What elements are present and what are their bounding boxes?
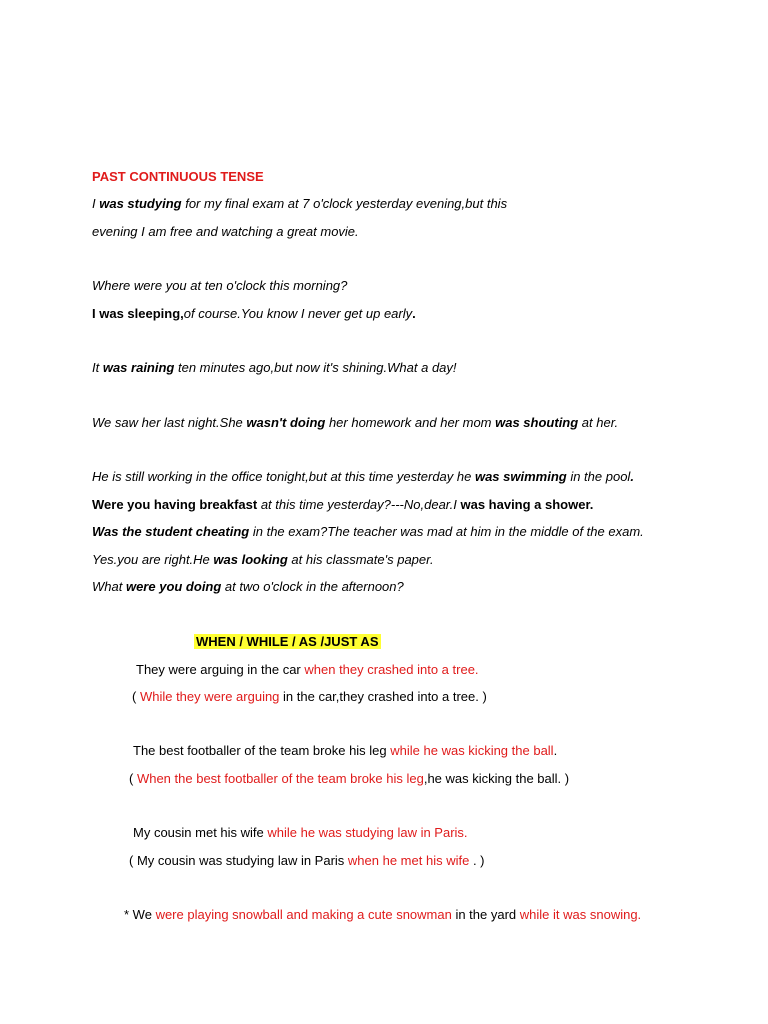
text: in the exam?The teacher was mad at him in the middle of the exam. bbox=[249, 524, 644, 539]
red-clause: While they were arguing bbox=[139, 689, 280, 704]
verb-phrase: was studying bbox=[99, 196, 182, 211]
text: ( bbox=[132, 689, 140, 704]
text: ( bbox=[129, 771, 137, 786]
sentence-cheating bbox=[92, 524, 644, 540]
sentence-answer bbox=[92, 306, 416, 322]
verb-phrase: was shouting bbox=[495, 415, 579, 430]
red-clause: when he met his wife bbox=[347, 853, 470, 868]
verb-phrase: was swimming bbox=[474, 469, 567, 484]
text: in the yard bbox=[451, 907, 520, 922]
text: at his classmate's paper. bbox=[287, 552, 434, 567]
verb-phrase: was having a shower. bbox=[460, 497, 594, 512]
text: He is still working in the office tonight,but at this time yesterday he bbox=[92, 469, 475, 484]
example3-line2 bbox=[129, 853, 485, 869]
red-clause: while it was snowing. bbox=[519, 907, 642, 922]
highlighted-heading: WHEN / WHILE / AS /JUST AS bbox=[196, 634, 379, 649]
text: Yes.you are right.He bbox=[92, 552, 214, 567]
text: . bbox=[553, 743, 558, 758]
text: . bbox=[630, 469, 634, 484]
red-clause: When the best footballer of the team broke his leg bbox=[136, 771, 424, 786]
verb-phrase: Were you having breakfast bbox=[92, 497, 258, 512]
sentence-question: Where were you at ten o'clock this morning? bbox=[92, 278, 348, 293]
text: It bbox=[92, 360, 103, 375]
example2-line1 bbox=[133, 743, 557, 759]
verb-phrase: wasn't doing bbox=[246, 415, 326, 430]
example1-line1 bbox=[136, 662, 479, 678]
text: in the pool bbox=[566, 469, 631, 484]
verb-phrase: were you doing bbox=[125, 579, 222, 594]
text: at two o'clock in the afternoon? bbox=[221, 579, 404, 594]
red-clause: were playing snowball and making a cute snowman bbox=[155, 907, 452, 922]
example4 bbox=[124, 907, 641, 923]
page-title: PAST CONTINUOUS TENSE bbox=[92, 169, 264, 184]
red-clause: while he was studying law in Paris. bbox=[267, 825, 468, 840]
verb-phrase: Was the student cheating bbox=[92, 524, 250, 539]
verb-phrase: was raining bbox=[102, 360, 175, 375]
text: for my final exam at 7 o'clock yesterday evening,but this bbox=[181, 196, 508, 211]
sentence-doing bbox=[92, 579, 404, 595]
sentence-breakfast bbox=[92, 497, 593, 513]
sentence-p1-line1 bbox=[92, 196, 507, 212]
text: . bbox=[412, 306, 416, 321]
text: We saw her last night.She bbox=[92, 415, 247, 430]
text: ( My cousin was studying law in Paris bbox=[129, 853, 348, 868]
text: What bbox=[92, 579, 126, 594]
sentence-homework bbox=[92, 415, 618, 431]
text: ten minutes ago,but now it's shining.What a day! bbox=[174, 360, 457, 375]
example2-line2 bbox=[129, 771, 569, 787]
text: at her. bbox=[578, 415, 619, 430]
verb-phrase: I was sleeping, bbox=[92, 306, 184, 321]
example1-line2 bbox=[132, 689, 487, 705]
sentence-looking bbox=[92, 552, 434, 568]
text: * We bbox=[124, 907, 156, 922]
text: her homework and her mom bbox=[325, 415, 496, 430]
text: They were arguing in the car bbox=[136, 662, 305, 677]
text: at this time yesterday?---No,dear.I bbox=[257, 497, 461, 512]
verb-phrase: was looking bbox=[213, 552, 288, 567]
text: ,he was kicking the ball. ) bbox=[423, 771, 570, 786]
red-clause: when they crashed into a tree. bbox=[304, 662, 479, 677]
text: My cousin met his wife bbox=[133, 825, 268, 840]
text: The best footballer of the team broke his leg bbox=[133, 743, 391, 758]
sentence-swimming bbox=[92, 469, 634, 485]
text: . ) bbox=[469, 853, 485, 868]
text: of course.You know I never get up early bbox=[183, 306, 413, 321]
red-clause: while he was kicking the ball bbox=[390, 743, 554, 758]
sentence-raining bbox=[92, 360, 457, 376]
text: I bbox=[92, 196, 100, 211]
example3-line1 bbox=[133, 825, 468, 841]
section-heading bbox=[194, 634, 381, 650]
sentence-p1-line2: evening I am free and watching a great movie. bbox=[92, 224, 359, 239]
text: in the car,they crashed into a tree. ) bbox=[279, 689, 487, 704]
